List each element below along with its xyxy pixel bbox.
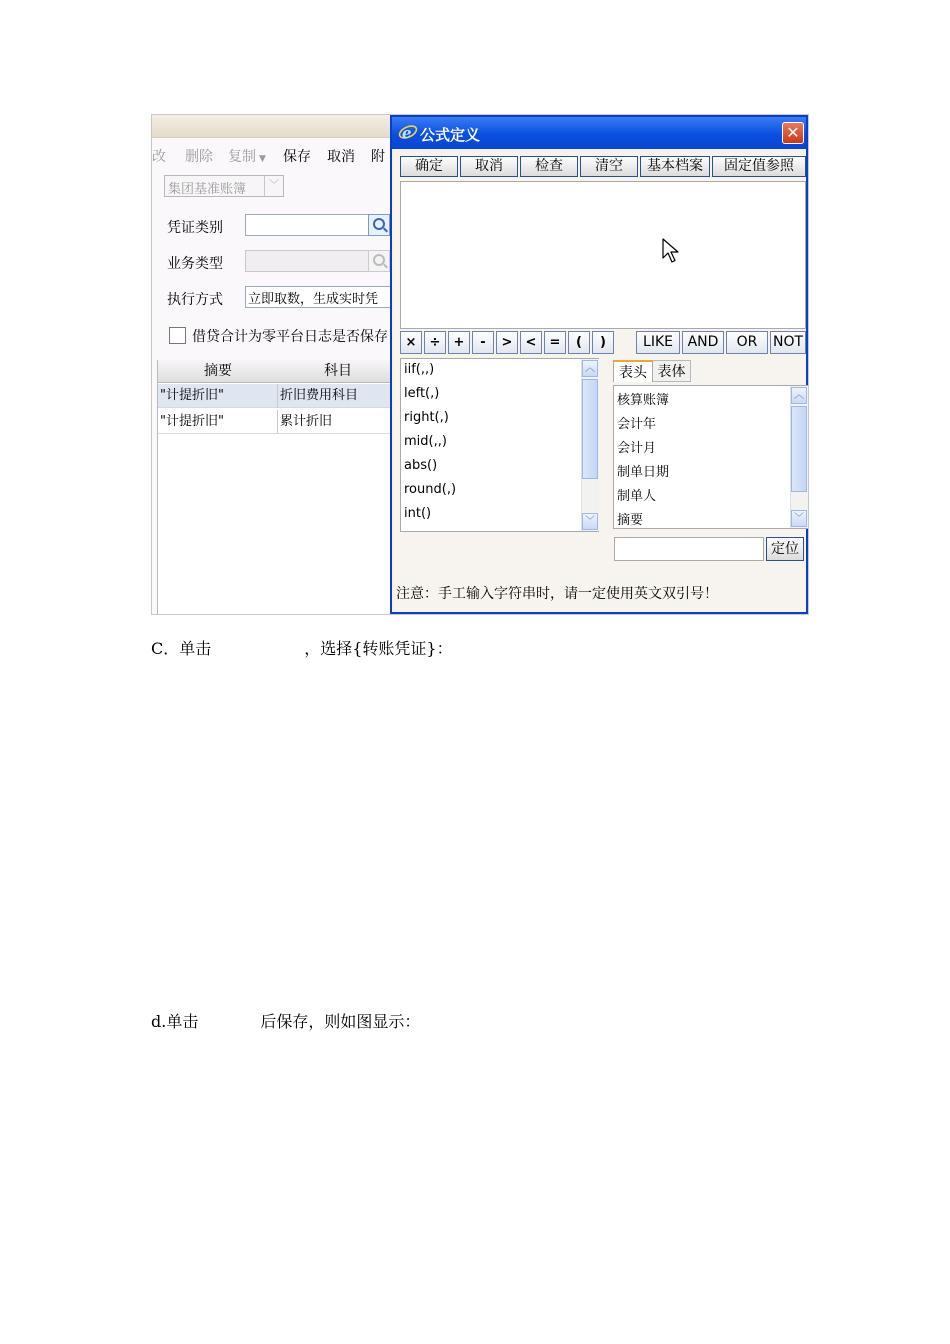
list-item[interactable]: 会计月 [617, 441, 657, 456]
minus-button[interactable]: - [472, 331, 494, 354]
scroll-up-icon[interactable]: ︿ [791, 387, 807, 404]
equals-button[interactable]: = [544, 331, 566, 354]
formula-editor[interactable] [400, 181, 806, 329]
delete-button[interactable]: 删除 [185, 149, 213, 165]
open-paren-button[interactable]: ( [568, 331, 590, 354]
locate-input[interactable] [614, 537, 764, 561]
list-item[interactable]: left(,) [404, 386, 440, 401]
divide-button[interactable]: ÷ [424, 331, 446, 354]
toolbar [152, 141, 390, 165]
search-icon [373, 218, 385, 230]
attach-button[interactable]: 附 [371, 149, 385, 165]
greater-than-button[interactable]: > [496, 331, 518, 354]
scroll-down-icon[interactable]: ﹀ [791, 510, 807, 527]
grid-cell[interactable]: 折旧费用科目 [278, 384, 398, 408]
field-list-scrollbar[interactable] [790, 386, 808, 528]
business-type-search-button[interactable] [368, 250, 390, 272]
scroll-up-icon[interactable]: ︿ [582, 360, 598, 377]
plus-button[interactable]: + [448, 331, 470, 354]
dialog-title: 公式定义 [420, 126, 481, 144]
voucher-type-search-button[interactable] [368, 214, 390, 236]
and-button[interactable]: AND [682, 331, 724, 354]
entry-grid [157, 360, 391, 614]
list-item[interactable]: abs() [404, 458, 438, 473]
multiply-button[interactable]: × [400, 331, 422, 354]
clear-button[interactable]: 清空 [580, 156, 638, 177]
window-header-band [152, 115, 390, 138]
exec-mode-value: 立即取数，生成实时凭 [248, 292, 379, 307]
svg-text:e: e [402, 124, 412, 142]
step-c-prefix: C．单击 [151, 639, 212, 658]
dropdown-arrow-icon: ▼ [259, 154, 266, 164]
voucher-type-input[interactable] [245, 214, 369, 236]
ledger-select-value: 集团基准账簿 [168, 182, 247, 197]
chevron-down-icon: ﹀ [264, 176, 283, 196]
zero-balance-log-checkbox[interactable] [169, 327, 186, 344]
function-list-scrollbar[interactable] [581, 359, 599, 531]
scroll-down-icon[interactable]: ﹀ [582, 513, 598, 530]
ledger-select[interactable] [164, 175, 284, 197]
list-item[interactable]: right(,) [404, 410, 449, 425]
save-button[interactable]: 保存 [283, 149, 311, 165]
fixed-value-reference-button[interactable]: 固定值参照 [712, 156, 806, 177]
business-type-label: 业务类型 [167, 256, 223, 272]
mouse-pointer-icon [662, 238, 680, 264]
list-item[interactable]: 摘要 [617, 513, 644, 528]
tab-header[interactable]: 表头 [613, 360, 653, 382]
scroll-thumb[interactable] [582, 379, 598, 479]
voucher-template-window [152, 115, 390, 614]
list-item[interactable]: int() [404, 506, 432, 521]
step-d-text [151, 1009, 420, 1032]
step-c-text [151, 636, 453, 659]
step-c-suffix: ，选择{转账凭证}： [304, 639, 453, 658]
cancel-button[interactable]: 取消 [327, 149, 355, 165]
confirm-button[interactable]: 确定 [400, 156, 458, 177]
list-item[interactable]: 制单人 [617, 489, 657, 504]
voucher-type-label: 凭证类别 [167, 220, 223, 236]
zero-balance-log-label: 借贷合计为零平台日志是否保存 [192, 329, 388, 345]
less-than-button[interactable]: < [520, 331, 542, 354]
close-paren-button[interactable]: ) [592, 331, 614, 354]
copy-button[interactable]: 复制 ▼ [228, 149, 266, 165]
list-item[interactable]: 制单日期 [617, 465, 670, 480]
or-button[interactable]: OR [726, 331, 768, 354]
dialog-note: 注意：手工输入字符串时，请一定使用英文双引号！ [396, 586, 718, 602]
dialog-titlebar[interactable] [392, 117, 806, 149]
check-button[interactable]: 检查 [520, 156, 578, 177]
basic-archive-button[interactable]: 基本档案 [640, 156, 710, 177]
edit-button[interactable]: 改 [152, 149, 166, 165]
close-icon[interactable]: ✕ [782, 122, 804, 144]
step-d-prefix: d.单击 [151, 1012, 199, 1031]
field-list[interactable] [613, 385, 808, 529]
list-item[interactable]: round(,) [404, 482, 457, 497]
tab-body[interactable]: 表体 [653, 360, 691, 382]
list-item[interactable]: iif(,,) [404, 362, 435, 377]
cancel-button[interactable]: 取消 [460, 156, 518, 177]
exec-mode-input[interactable] [245, 286, 392, 308]
list-item[interactable]: mid(,,) [404, 434, 447, 449]
list-item[interactable]: 核算账簿 [617, 393, 670, 408]
not-button[interactable]: NOT [770, 331, 806, 354]
list-item[interactable]: 会计年 [617, 417, 657, 432]
ie-logo-icon [398, 122, 418, 142]
grid-cell[interactable]: 累计折旧 [278, 410, 398, 434]
business-type-input[interactable] [245, 250, 369, 272]
locate-button[interactable]: 定位 [766, 537, 804, 561]
step-d-suffix: 后保存，则如图显示： [260, 1012, 421, 1031]
formula-dialog [390, 115, 808, 614]
exec-mode-label: 执行方式 [167, 292, 223, 308]
function-list[interactable] [400, 358, 599, 532]
screenshot [151, 114, 809, 615]
grid-header-summary[interactable]: 摘要 [158, 360, 279, 383]
grid-cell[interactable]: "计提折旧" [158, 410, 278, 434]
search-icon [373, 254, 385, 266]
like-button[interactable]: LIKE [636, 331, 680, 354]
grid-header-account[interactable]: 科目 [278, 360, 399, 383]
scroll-thumb[interactable] [791, 406, 807, 492]
grid-cell[interactable]: "计提折旧" [158, 384, 278, 408]
